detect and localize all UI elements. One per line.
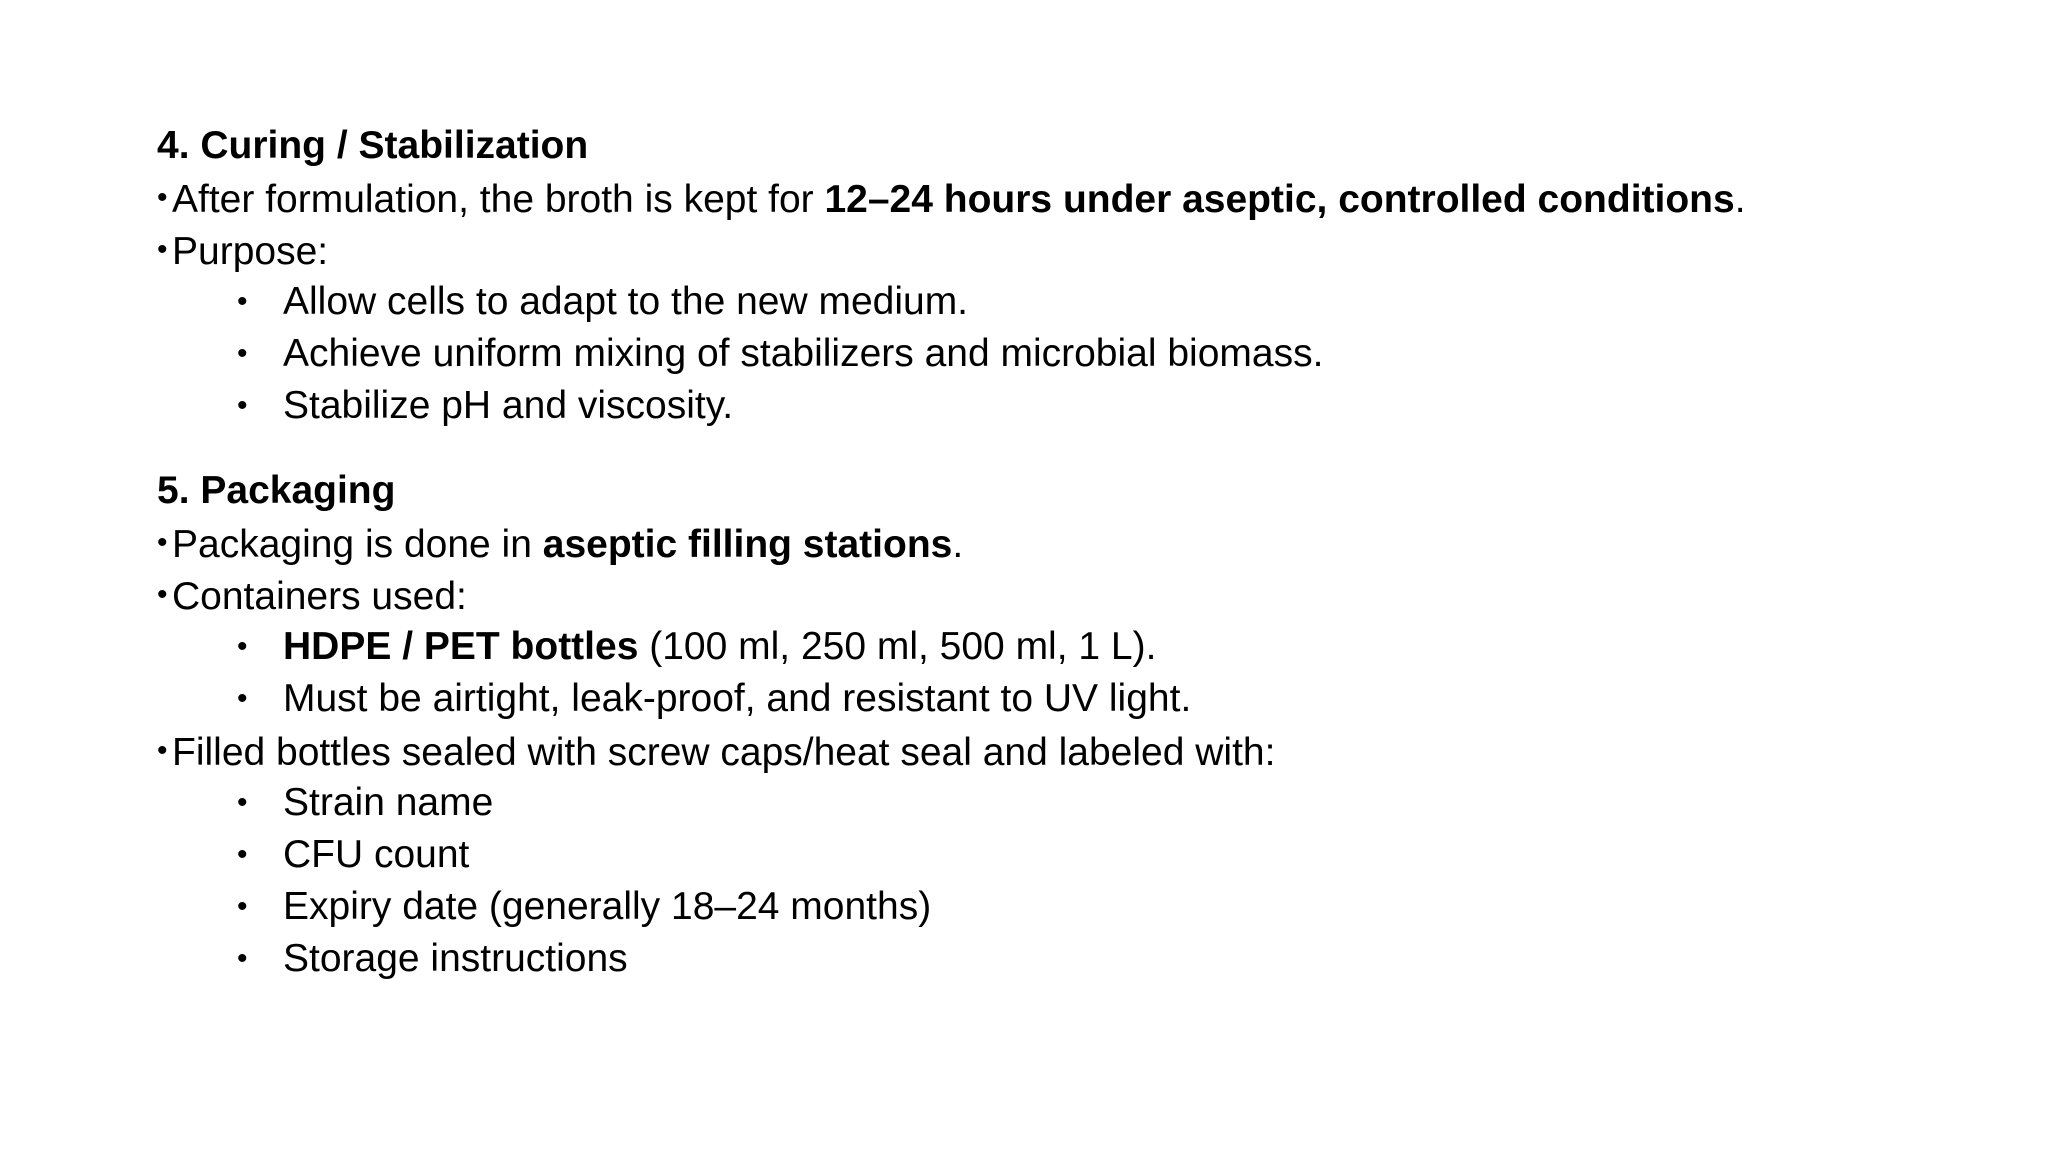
list-item-text: Storage instructions (283, 937, 628, 980)
section-5-bullet-packaging (157, 517, 1977, 569)
bullet-text-end: . (952, 523, 964, 566)
bullet-text: Purpose: (172, 230, 329, 273)
containers-list-item (157, 621, 1977, 673)
bullet-icon: • (157, 181, 168, 214)
bullet-icon: • (237, 389, 248, 422)
bullet-icon: • (237, 942, 248, 975)
section-5-heading: 5. Packaging (157, 469, 396, 512)
bullet-icon: • (237, 890, 248, 923)
bullet-icon: • (157, 578, 168, 611)
label-list-item (157, 777, 1977, 829)
containers-list-item (157, 673, 1977, 725)
label-list-item (157, 933, 1977, 985)
section-4-bullet-purpose (157, 224, 1977, 276)
bullet-icon: • (237, 630, 248, 663)
bullet-icon: • (157, 734, 168, 767)
bullet-text-end: . (1734, 178, 1746, 221)
list-item-text: Must be airtight, leak-proof, and resistant to UV light. (283, 677, 1192, 720)
section-5-bullet-sealed (157, 725, 1977, 777)
bullet-text-bold: aseptic filling stations (542, 523, 953, 566)
bullet-text: Packaging is done in (172, 523, 543, 566)
slide-body (157, 120, 1977, 985)
bullet-icon: • (237, 285, 248, 318)
section-4-bullet-formulation (157, 172, 1977, 224)
bullet-text-bold: 12–24 hours under aseptic, controlled conditions (824, 178, 1735, 221)
list-item-text: (100 ml, 250 ml, 500 ml, 1 L). (638, 625, 1157, 668)
list-item-text: Achieve uniform mixing of stabilizers and microbial biomass. (283, 332, 1324, 375)
section-5-bullet-containers (157, 569, 1977, 621)
section-4-heading: 4. Curing / Stabilization (157, 124, 589, 167)
bullet-icon: • (237, 337, 248, 370)
bullet-icon: • (157, 526, 168, 559)
list-item-text: CFU count (283, 833, 470, 876)
list-item-text-bold: HDPE / PET bottles (283, 625, 639, 668)
bullet-text: After formulation, the broth is kept for (172, 178, 825, 221)
bullet-icon: • (237, 682, 248, 715)
list-item-text: Strain name (283, 781, 494, 824)
bullet-text: Filled bottles sealed with screw caps/heat seal and labeled with: (172, 731, 1276, 774)
list-item-text: Expiry date (generally 18–24 months) (283, 885, 932, 928)
label-list-item (157, 829, 1977, 881)
bullet-icon: • (157, 233, 168, 266)
purpose-list-item (157, 328, 1977, 380)
bullet-text: Containers used: (172, 575, 467, 618)
list-item-text: Stabilize pH and viscosity. (283, 384, 734, 427)
purpose-list-item (157, 276, 1977, 328)
section-spacer (157, 432, 1977, 465)
label-list-item (157, 881, 1977, 933)
purpose-list-item (157, 380, 1977, 432)
bullet-icon: • (237, 838, 248, 871)
bullet-icon: • (237, 786, 248, 819)
list-item-text: Allow cells to adapt to the new medium. (283, 280, 969, 323)
